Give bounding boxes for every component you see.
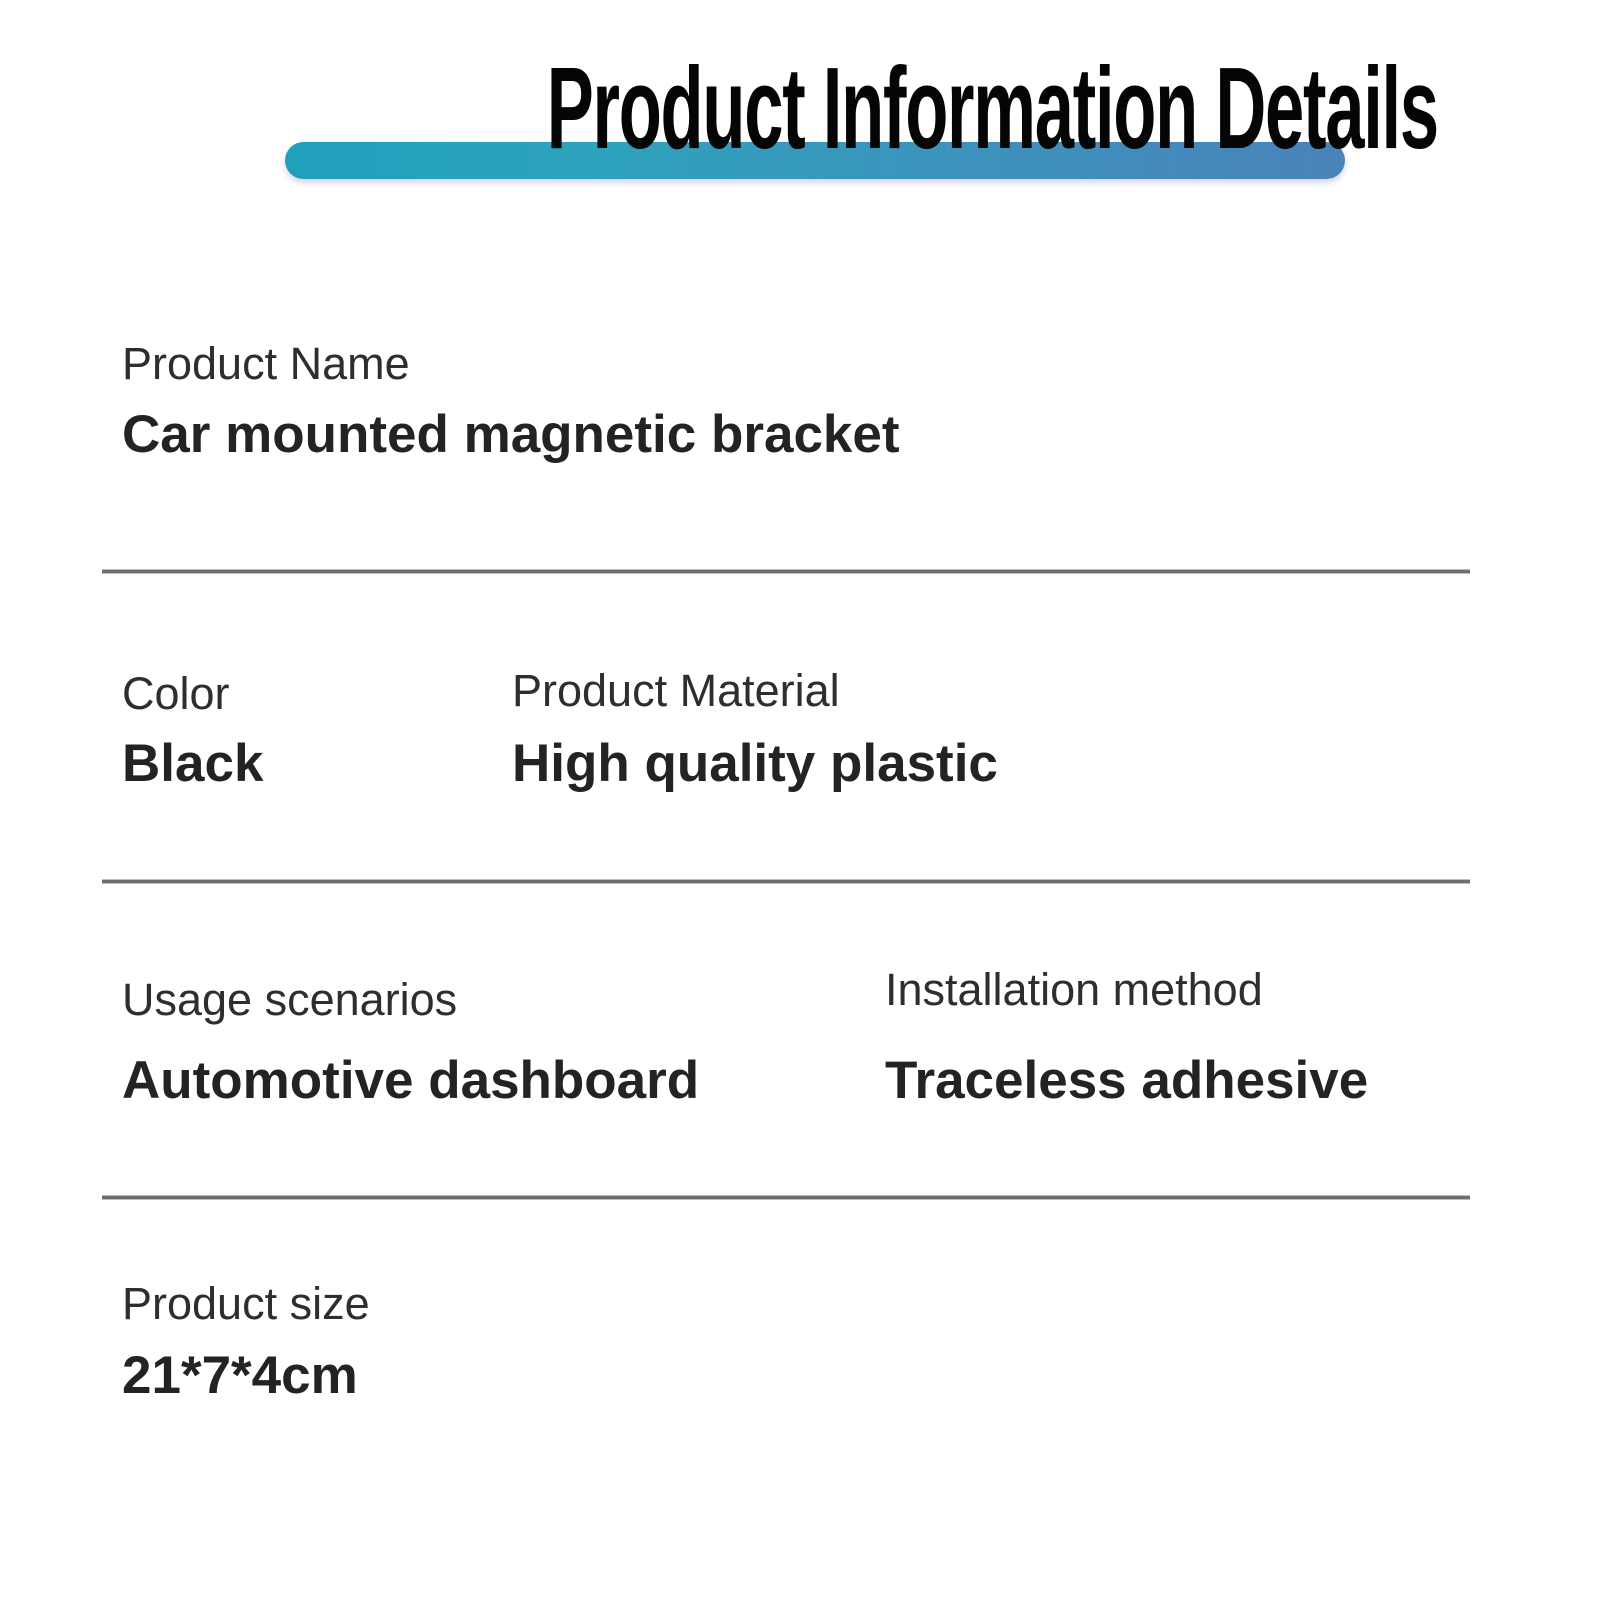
- field-label-usage-scenarios: Usage scenarios: [122, 974, 458, 1025]
- field-value-product-size: 21*7*4cm: [122, 1346, 358, 1405]
- field-label-product-size: Product size: [122, 1278, 370, 1329]
- section-divider: [102, 570, 1470, 573]
- field-value-usage-scenarios: Automotive dashboard: [122, 1051, 700, 1110]
- field-label-color: Color: [122, 668, 230, 719]
- field-value-color: Black: [122, 734, 264, 793]
- page-title: [285, 43, 1438, 174]
- header: [285, 0, 1438, 200]
- field-value-product-material: High quality plastic: [512, 734, 998, 793]
- page-title-text: Product Information Details: [546, 43, 1438, 174]
- section-divider: [102, 880, 1470, 883]
- field-label-product-material: Product Material: [512, 665, 840, 716]
- section-divider: [102, 1196, 1470, 1199]
- field-label-installation-method: Installation method: [885, 964, 1263, 1015]
- field-value-product-name: Car mounted magnetic bracket: [122, 405, 900, 464]
- field-value-installation-method: Traceless adhesive: [885, 1051, 1369, 1110]
- field-label-product-name: Product Name: [122, 338, 410, 389]
